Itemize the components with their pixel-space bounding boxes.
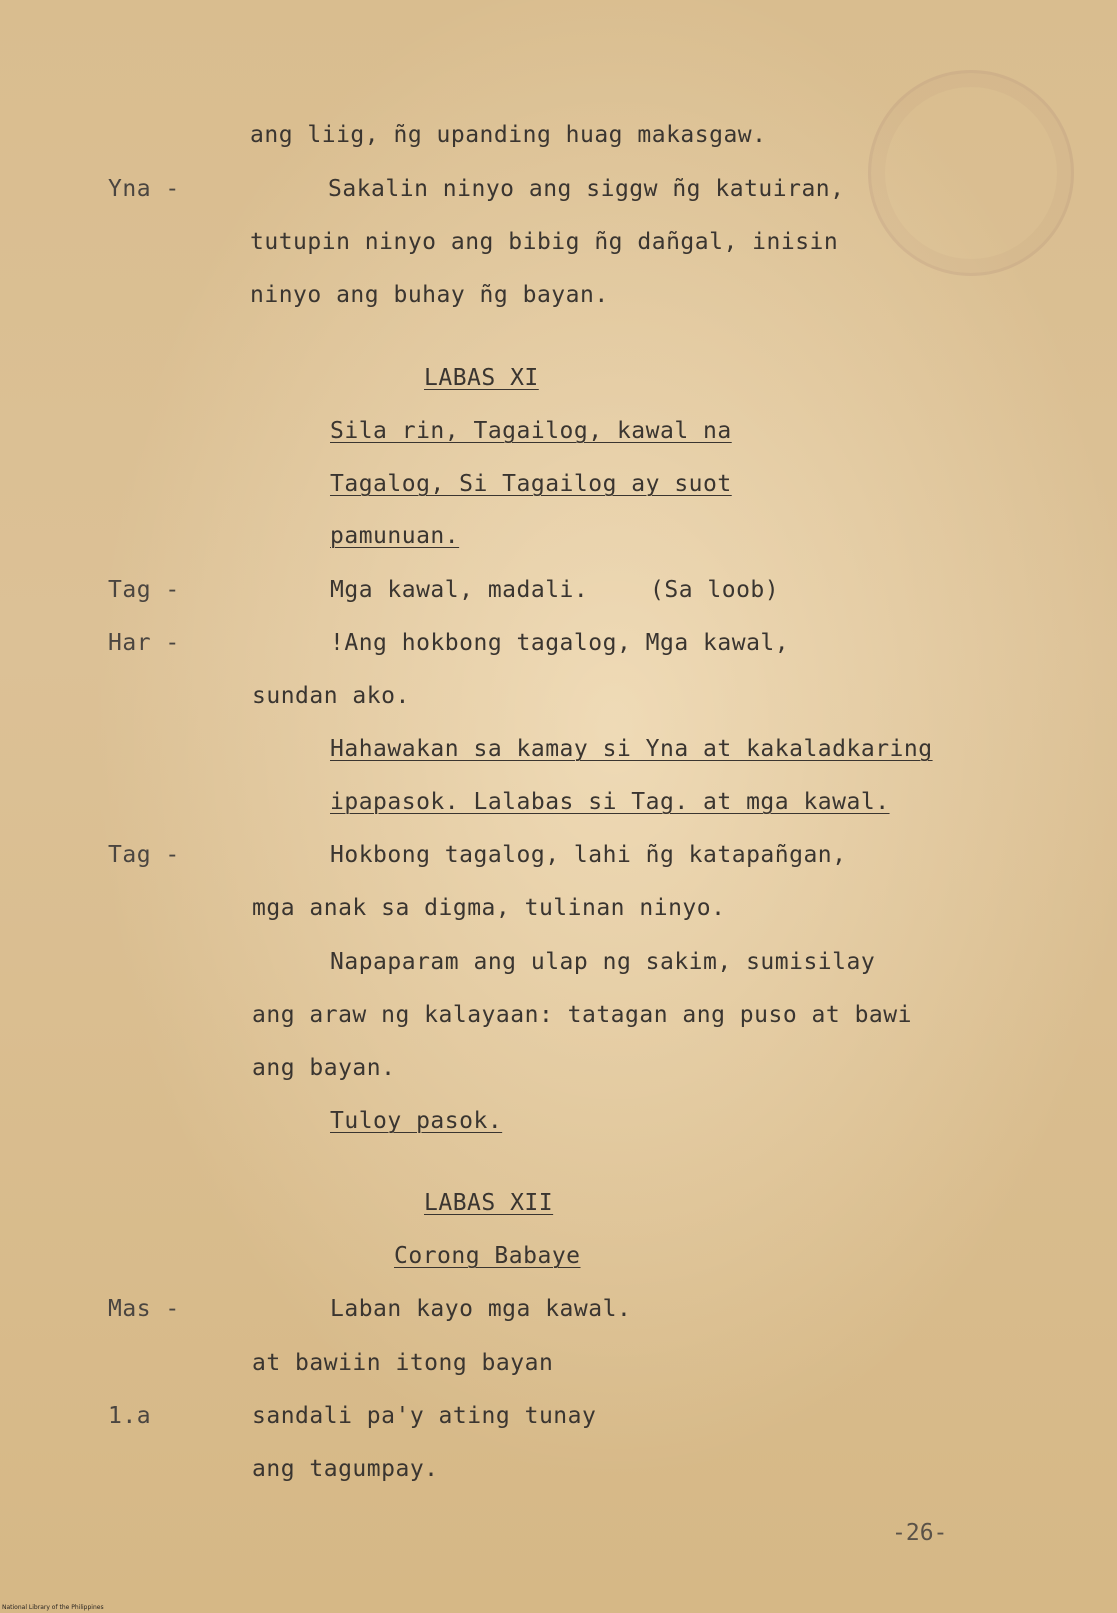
script-line — [0, 1343, 1117, 1383]
script-line — [0, 623, 1117, 663]
script-line — [0, 835, 1117, 875]
dialogue-text: at bawiin itong bayan — [252, 1350, 554, 1376]
dialogue-text: !Ang hokbong tagalog, Mga kawal, — [330, 630, 790, 656]
script-line — [0, 676, 1117, 716]
script-line — [0, 411, 1117, 451]
dialogue-text: ang tagumpay. — [252, 1456, 439, 1482]
script-line — [0, 888, 1117, 928]
dialogue-text: Laban kayo mga kawal. — [330, 1296, 632, 1322]
stage-direction-aside: (Sa loob) — [650, 577, 780, 603]
script-line — [0, 1449, 1117, 1489]
stage-direction-text: LABAS XI — [424, 365, 539, 391]
speaker-label: Yna - — [108, 176, 180, 202]
dialogue-text: sundan ako. — [252, 683, 410, 709]
stage-direction-text: Tagalog, Si Tagailog ay suot — [330, 471, 732, 497]
dialogue-text: Hokbong tagalog, lahi ñg katapañgan, — [330, 842, 847, 868]
stage-direction-text: Corong Babaye — [394, 1243, 581, 1269]
script-line — [0, 1289, 1117, 1329]
dialogue-text: Mga kawal, madali. — [330, 577, 589, 603]
script-line — [0, 1101, 1117, 1141]
stage-direction-text: ipapasok. Lalabas si Tag. at mga kawal. — [330, 789, 890, 815]
script-line — [0, 995, 1117, 1035]
dialogue-text: mga anak sa digma, tulinan ninyo. — [252, 895, 726, 921]
dialogue-text: ang araw ng kalayaan: tatagan ang puso at bawi — [252, 1002, 912, 1028]
script-line — [0, 942, 1117, 982]
dialogue-text: sandali pa'y ating tunay — [252, 1403, 597, 1429]
stage-direction-text: Tuloy pasok. — [330, 1108, 503, 1134]
script-line — [0, 1183, 1117, 1223]
page-number: -26- — [892, 1520, 948, 1546]
script-line — [0, 464, 1117, 504]
speaker-label: Mas - — [108, 1296, 180, 1322]
dialogue-text: tutupin ninyo ang bibig ñg dañgal, inisin — [250, 229, 839, 255]
dialogue-text: ang liig, ñg upanding huag makasgaw. — [250, 122, 767, 148]
script-line — [0, 1236, 1117, 1276]
dialogue-text: Napaparam ang ulap ng sakim, sumisilay — [330, 949, 876, 975]
speaker-label: Tag - — [108, 842, 180, 868]
stage-direction-text: Hahawakan sa kamay si Yna at kakaladkaring — [330, 736, 933, 762]
stage-direction-text: LABAS XII — [424, 1190, 554, 1216]
dialogue-text: ang bayan. — [252, 1055, 396, 1081]
script-line — [0, 1396, 1117, 1436]
stage-direction-text: pamunuan. — [330, 523, 460, 549]
dialogue-text: ninyo ang buhay ñg bayan. — [250, 282, 609, 308]
script-line — [0, 169, 1117, 209]
footer-credit: National Library of the Philippines — [2, 1604, 104, 1611]
script-line — [0, 115, 1117, 155]
script-line — [0, 729, 1117, 769]
speaker-label: Har - — [108, 630, 180, 656]
script-line — [0, 222, 1117, 262]
dialogue-text: Sakalin ninyo ang siggw ñg katuiran, — [328, 176, 845, 202]
script-line — [0, 516, 1117, 556]
script-line — [0, 782, 1117, 822]
script-line — [0, 275, 1117, 315]
speaker-label: Tag - — [108, 577, 180, 603]
speaker-label: 1.a — [108, 1403, 152, 1429]
script-line — [0, 1048, 1117, 1088]
script-line — [0, 358, 1117, 398]
script-line — [0, 570, 1117, 610]
stage-direction-text: Sila rin, Tagailog, kawal na — [330, 418, 732, 444]
